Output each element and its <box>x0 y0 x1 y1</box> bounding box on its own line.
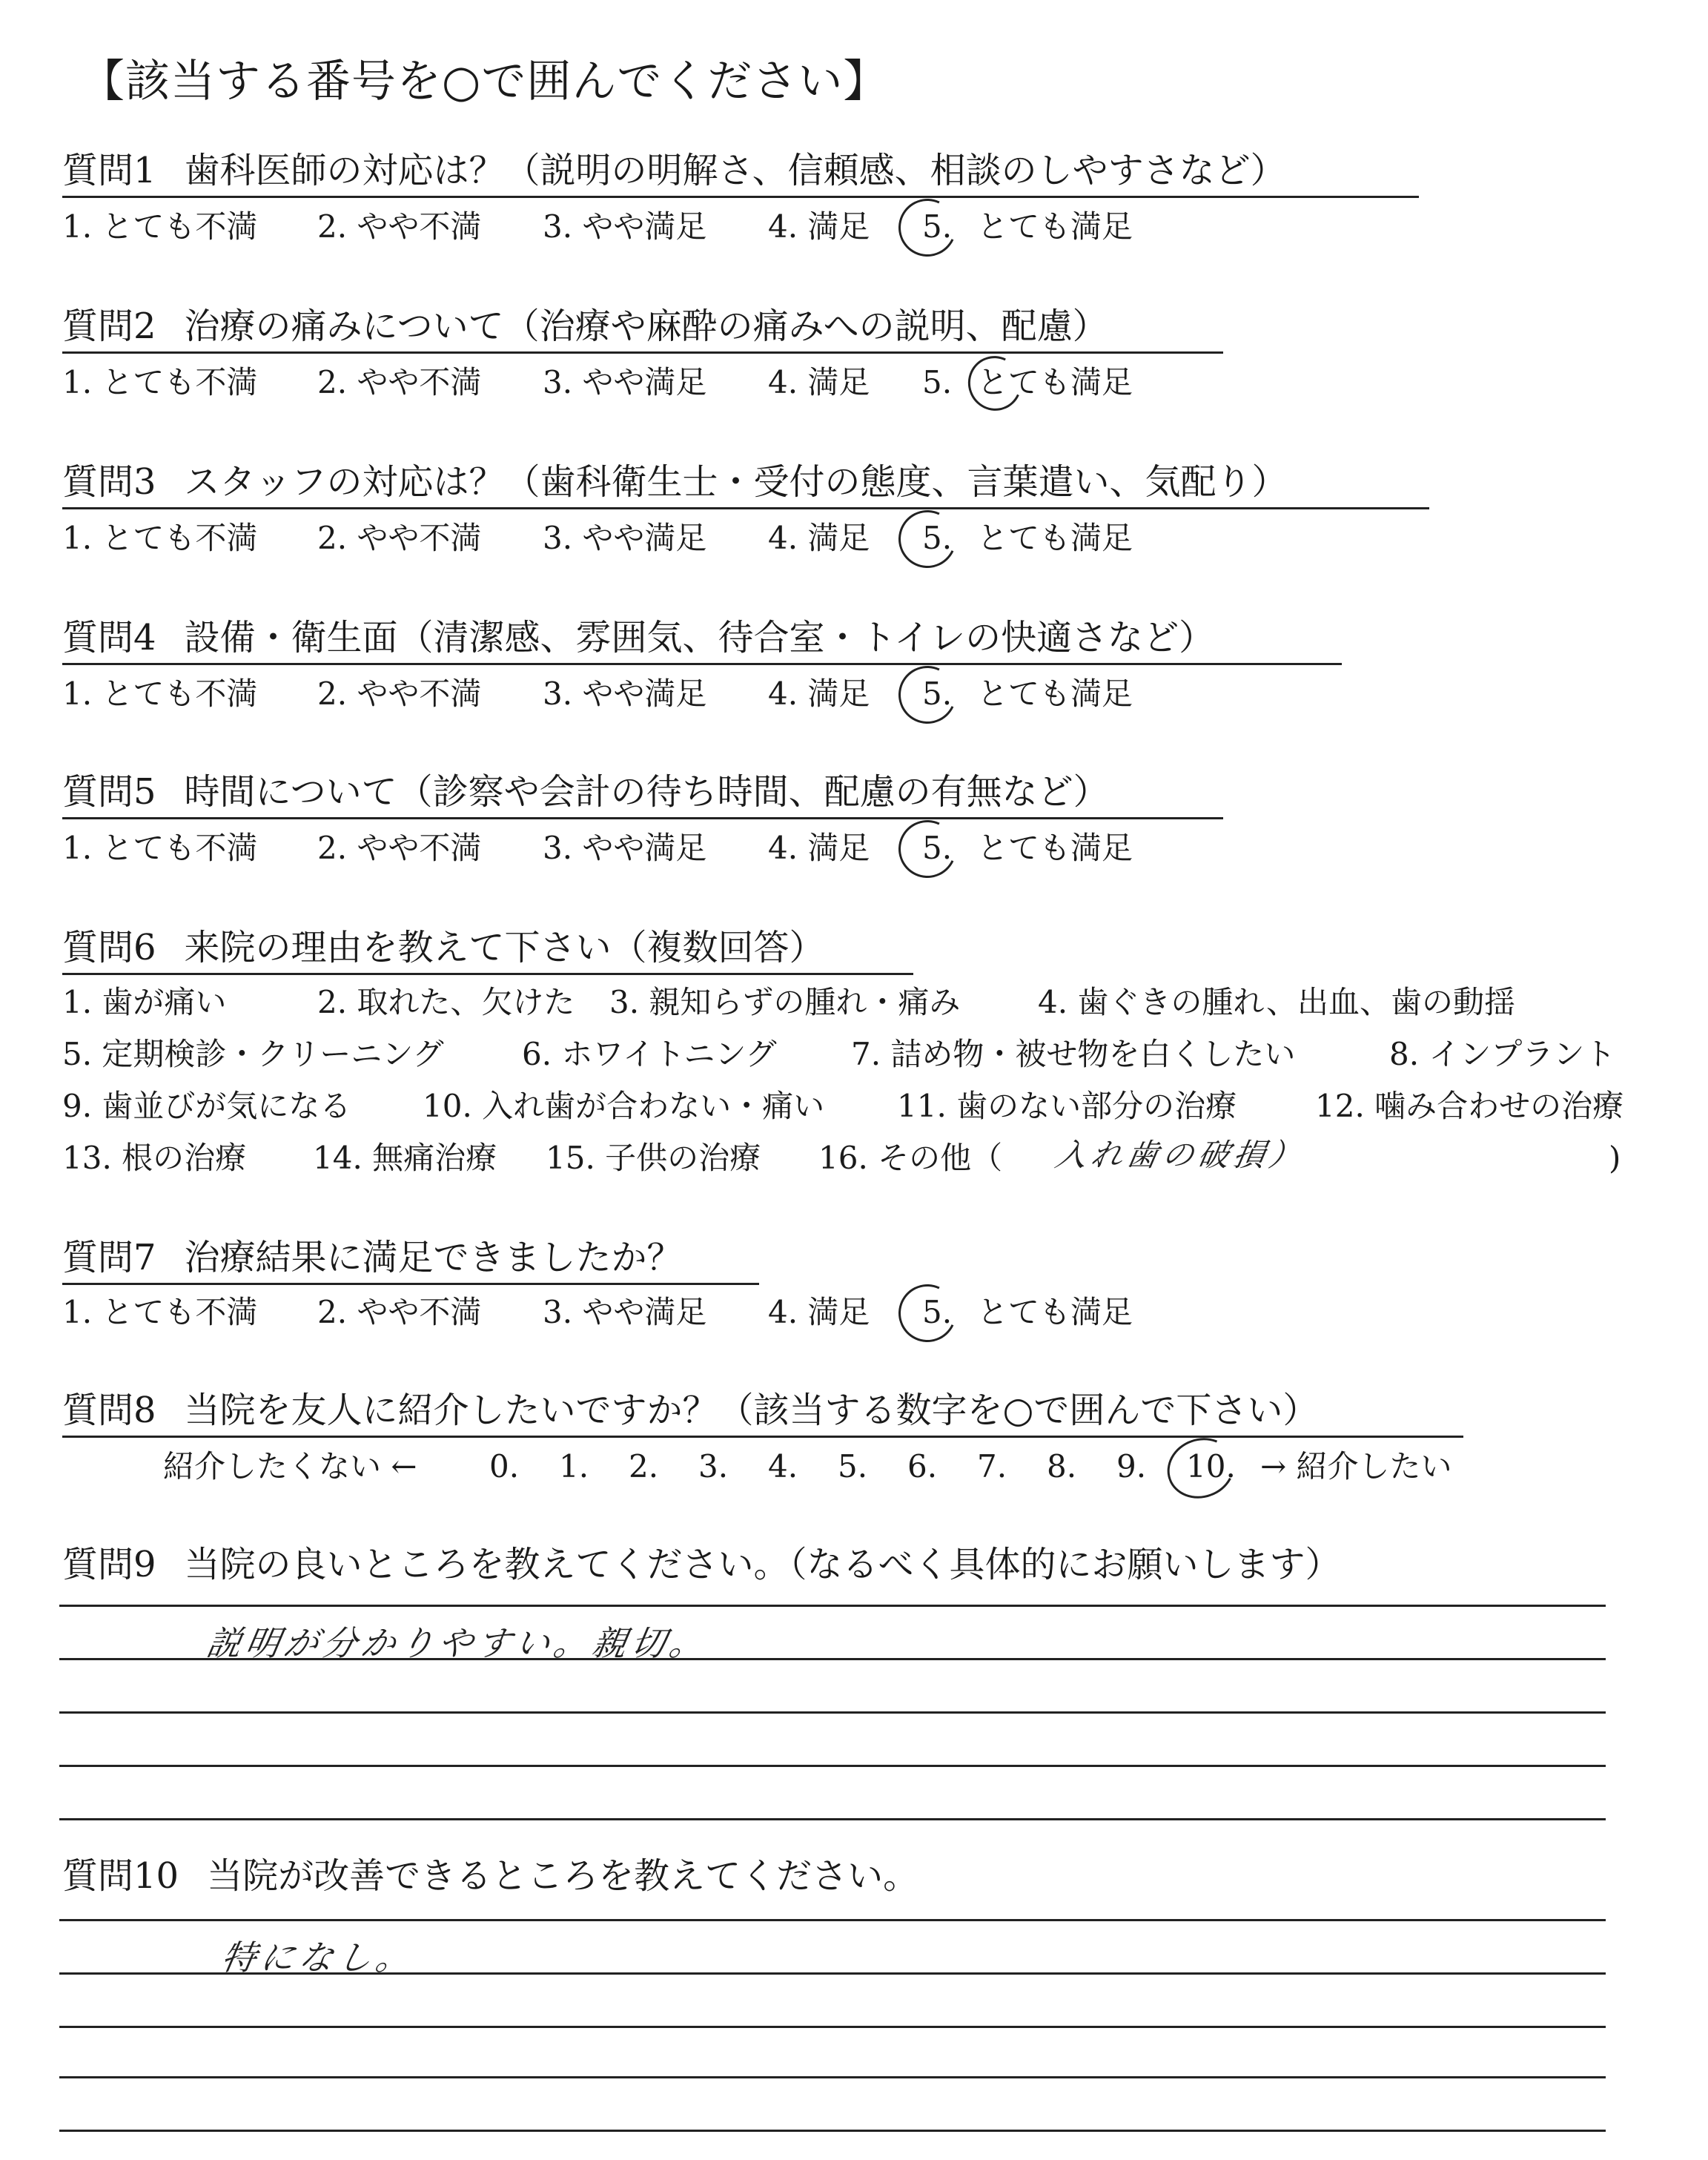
question-9-heading <box>62 1542 1341 1590</box>
q6-option-3[interactable]: 3. 親知らずの腫れ・痛み <box>609 984 961 1020</box>
question-6-options <box>62 982 1656 1197</box>
q6-option-12[interactable]: 12. 噛み合わせの治療 <box>1315 1088 1624 1124</box>
q2-option-5-label: とても満足 <box>977 364 1133 400</box>
q6-option-5[interactable]: 5. 定期検診・クリーニング <box>62 1036 444 1072</box>
question-7-text: 治療結果に満足できましたか？ <box>184 1237 683 1278</box>
q3-option-5[interactable]: 5. <box>922 520 953 556</box>
selection-circle <box>890 658 964 732</box>
question-5-heading <box>62 770 1223 819</box>
answer-line <box>59 1711 1606 1714</box>
selection-circle <box>890 502 964 576</box>
question-6-number: 質問6 <box>62 927 156 968</box>
selection-circle <box>890 191 964 265</box>
q8-option-0[interactable]: 0. <box>489 1448 520 1484</box>
q8-option-9[interactable]: 9. <box>1116 1448 1147 1484</box>
q6-option-13[interactable]: 13. 根の治療 <box>62 1140 247 1176</box>
answer-line <box>59 1818 1606 1820</box>
q4-option-5[interactable]: 5. <box>922 676 953 712</box>
question-1-number: 質問1 <box>62 150 156 191</box>
q3-option-3[interactable]: 3. やや満足 <box>543 520 707 556</box>
question-1-text: 歯科医師の対応は？（説明の明解さ、信頼感、相談のしやすさなど） <box>184 150 1286 191</box>
q8-option-1[interactable]: 1. <box>559 1448 589 1484</box>
question-7-options <box>62 1292 1248 1336</box>
q6-option-11[interactable]: 11. 歯のない部分の治療 <box>897 1088 1237 1124</box>
q8-option-6[interactable]: 6. <box>907 1448 938 1484</box>
question-8-scale <box>163 1446 1497 1490</box>
selection-circle <box>961 349 1030 418</box>
q6-option-1[interactable]: 1. 歯が痛い <box>62 984 227 1020</box>
q1-option-2[interactable]: 2. やや不満 <box>317 208 482 245</box>
q8-option-10[interactable]: 10. <box>1186 1448 1236 1484</box>
question-1-options <box>62 206 1248 251</box>
question-2-options <box>62 362 1248 406</box>
q1-option-5[interactable]: 5. <box>922 208 953 245</box>
q6-option-7[interactable]: 7. 詰め物・被せ物を白くしたい <box>851 1036 1296 1072</box>
q1-option-4[interactable]: 4. 満足 <box>768 208 870 245</box>
q4-option-1[interactable]: 1. とても不満 <box>62 676 258 712</box>
question-10-number: 質問10 <box>62 1855 179 1897</box>
selection-circle <box>890 1276 964 1350</box>
q1-option-5-label: とても満足 <box>977 208 1133 245</box>
q8-option-7[interactable]: 7. <box>977 1448 1007 1484</box>
q6-other-close: ) <box>1609 1140 1621 1176</box>
q6-option-15[interactable]: 15. 子供の治療 <box>546 1140 761 1176</box>
q5-option-4[interactable]: 4. 満足 <box>768 830 870 866</box>
page-title: 【該当する番号を○で囲んでください】 <box>80 56 889 108</box>
q6-option-6[interactable]: 6. ホワイトニング <box>522 1036 777 1072</box>
q8-option-2[interactable]: 2. <box>629 1448 659 1484</box>
q7-option-1[interactable]: 1. とても不満 <box>62 1294 258 1330</box>
q6-option-2[interactable]: 2. 取れた、欠けた <box>317 984 575 1020</box>
question-2-number: 質問2 <box>62 305 156 347</box>
q4-option-5-label: とても満足 <box>977 676 1133 712</box>
q6-other-answer: 入れ歯の破損） <box>1052 1137 1308 1173</box>
q6-option-16[interactable]: 16. その他（ <box>818 1140 1003 1176</box>
q7-option-5-label: とても満足 <box>977 1294 1133 1330</box>
q7-option-3[interactable]: 3. やや満足 <box>543 1294 707 1330</box>
q3-option-4[interactable]: 4. 満足 <box>768 520 870 556</box>
q1-option-3[interactable]: 3. やや満足 <box>543 208 707 245</box>
question-1-heading <box>62 148 1419 198</box>
q2-option-4[interactable]: 4. 満足 <box>768 364 870 400</box>
question-8-number: 質問8 <box>62 1390 156 1431</box>
q2-option-5[interactable]: 5. <box>922 364 953 400</box>
answer-line <box>59 2026 1606 2028</box>
q6-option-4[interactable]: 4. 歯ぐきの腫れ、出血、歯の動揺 <box>1038 984 1515 1020</box>
q8-left-label: 紹介したくない ← <box>163 1448 417 1484</box>
q8-option-5[interactable]: 5. <box>838 1448 868 1484</box>
question-6-text: 来院の理由を教えて下さい（複数回答） <box>184 927 825 968</box>
question-4-text: 設備・衛生面（清潔感、雰囲気、待合室・トイレの快適さなど） <box>184 617 1215 658</box>
question-3-number: 質問3 <box>62 461 156 503</box>
q5-option-1[interactable]: 1. とても不満 <box>62 830 258 866</box>
question-7-heading <box>62 1235 759 1285</box>
selection-circle <box>1159 1429 1243 1508</box>
answer-line <box>59 1658 1606 1660</box>
q6-option-9[interactable]: 9. 歯並びが気になる <box>62 1088 351 1124</box>
question-9-answer[interactable]: 説明が分かりやすい。親切。 <box>203 1623 712 1663</box>
q2-option-1[interactable]: 1. とても不満 <box>62 364 258 400</box>
q8-option-4[interactable]: 4. <box>768 1448 798 1484</box>
q3-option-5-label: とても満足 <box>977 520 1133 556</box>
answer-line <box>59 2130 1606 2132</box>
question-3-heading <box>62 460 1429 509</box>
q6-option-14[interactable]: 14. 無痛治療 <box>313 1140 497 1176</box>
q4-option-3[interactable]: 3. やや満足 <box>543 676 707 712</box>
question-5-text: 時間について（診察や会計の待ち時間、配慮の有無など） <box>184 771 1109 813</box>
question-10-text: 当院が改善できるところを教えてください。 <box>207 1855 919 1897</box>
answer-line <box>59 1765 1606 1767</box>
question-7-number: 質問7 <box>62 1237 156 1278</box>
question-5-options <box>62 828 1248 872</box>
question-4-number: 質問4 <box>62 617 156 658</box>
question-6-heading <box>62 925 913 975</box>
q2-option-3[interactable]: 3. やや満足 <box>543 364 707 400</box>
q8-option-3[interactable]: 3. <box>698 1448 729 1484</box>
q7-option-5[interactable]: 5. <box>922 1294 953 1330</box>
q8-right-label: → 紹介したい <box>1260 1448 1452 1484</box>
q4-option-2[interactable]: 2. やや不満 <box>317 676 482 712</box>
question-4-heading <box>62 615 1342 665</box>
question-8-text: 当院を友人に紹介したいですか？（該当する数字を○で囲んで下さい） <box>184 1390 1319 1431</box>
answer-line <box>59 2076 1606 2078</box>
question-10-answer[interactable]: 特になし。 <box>218 1938 419 1978</box>
answer-line <box>59 1919 1606 1921</box>
question-2-text: 治療の痛みについて（治療や麻酔の痛みへの説明、配慮） <box>184 305 1108 347</box>
q3-option-1[interactable]: 1. とても不満 <box>62 520 258 556</box>
q7-option-2[interactable]: 2. やや不満 <box>317 1294 482 1330</box>
selection-circle <box>890 812 964 886</box>
q4-option-4[interactable]: 4. 満足 <box>768 676 870 712</box>
question-3-text: スタッフの対応は？（歯科衛生士・受付の態度、言葉遣い、気配り） <box>184 461 1288 503</box>
q2-option-2[interactable]: 2. やや不満 <box>317 364 482 400</box>
question-5-number: 質問5 <box>62 771 156 813</box>
q5-option-5-label: とても満足 <box>977 830 1133 866</box>
q7-option-4[interactable]: 4. 満足 <box>768 1294 870 1330</box>
question-9-text: 当院の良いところを教えてください。（なるべく具体的にお願いします） <box>184 1544 1341 1585</box>
q5-option-2[interactable]: 2. やや不満 <box>317 830 482 866</box>
question-4-options <box>62 673 1248 718</box>
q3-option-2[interactable]: 2. やや不満 <box>317 520 482 556</box>
q5-option-5[interactable]: 5. <box>922 830 953 866</box>
question-2-heading <box>62 304 1223 354</box>
q1-option-1[interactable]: 1. とても不満 <box>62 208 258 245</box>
question-3-options <box>62 518 1248 562</box>
question-8-heading <box>62 1388 1463 1438</box>
answer-line <box>59 1972 1606 1975</box>
question-10-heading <box>62 1854 918 1901</box>
answer-line <box>59 1605 1606 1607</box>
q8-option-8[interactable]: 8. <box>1047 1448 1077 1484</box>
q5-option-3[interactable]: 3. やや満足 <box>543 830 707 866</box>
question-9-number: 質問9 <box>62 1544 156 1585</box>
q6-option-10[interactable]: 10. 入れ歯が合わない・痛い <box>423 1088 825 1124</box>
q6-option-8[interactable]: 8. インプラント <box>1389 1036 1616 1072</box>
